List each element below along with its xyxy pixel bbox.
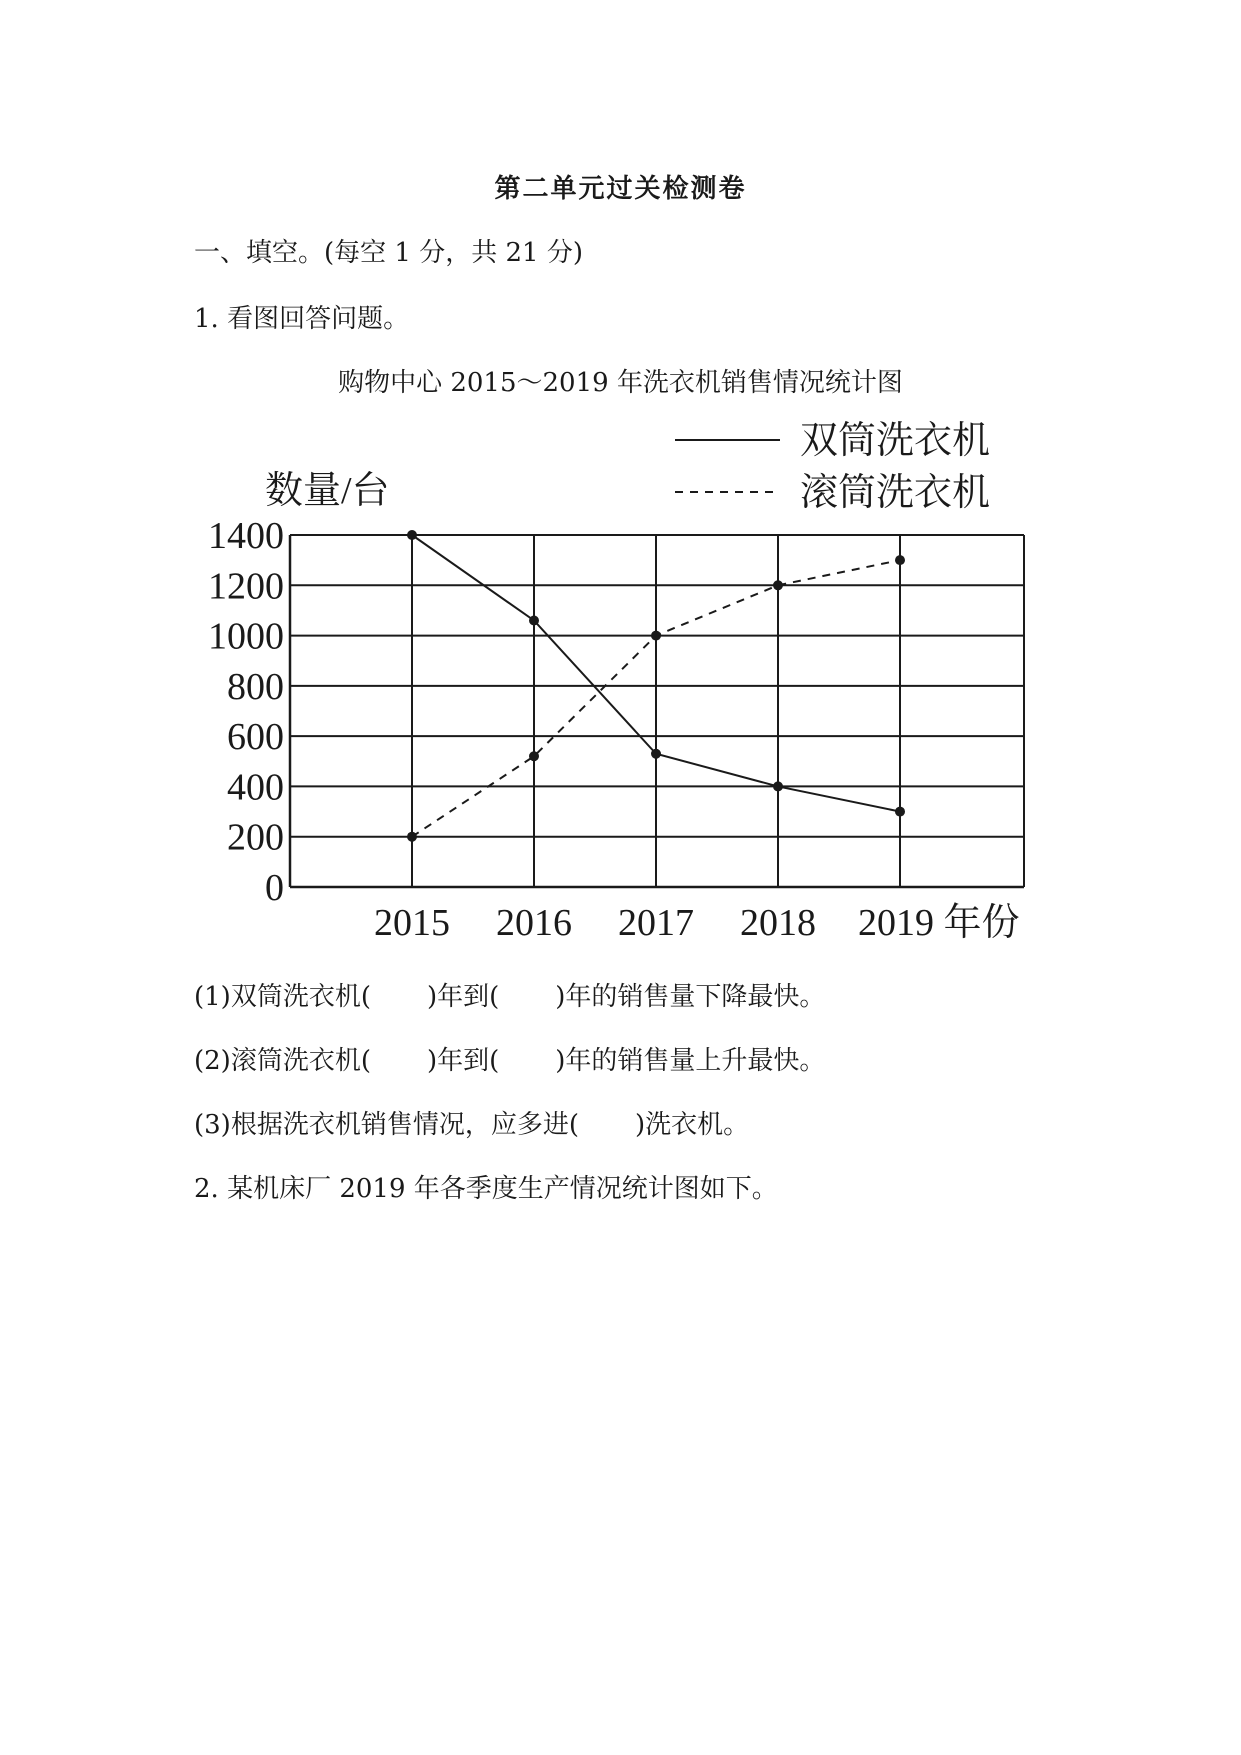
section-heading: 一、填空。(每空 1 分，共 21 分): [194, 238, 583, 268]
question-2: 2. 某机床厂 2019 年各季度生产情况统计图如下。: [194, 1174, 778, 1204]
y-tick-label: 0: [265, 867, 284, 909]
x-tick-label: 2015: [374, 902, 450, 944]
x-tick-label: 2019 年份: [858, 902, 1020, 944]
y-tick-label: 200: [227, 816, 284, 859]
y-axis-label: 数量/台: [265, 470, 390, 512]
data-point-series-0: [529, 615, 539, 625]
y-tick-label: 400: [227, 766, 284, 809]
sub-question-2-part-c: )年的销售量上升最快。: [555, 1046, 826, 1076]
sub-question-3-part-b: )洗衣机。: [634, 1110, 750, 1140]
sub-question-1: [194, 976, 825, 1013]
y-tick-label: 600: [227, 716, 284, 759]
y-tick-label: 1000: [208, 615, 284, 658]
sub-question-2: [194, 1040, 825, 1077]
x-tick-label: 2016: [496, 902, 572, 944]
data-point-series-1: [895, 555, 905, 565]
legend: [675, 420, 990, 514]
y-tick-label: 1200: [208, 565, 284, 608]
sub-question-3-part-a: (3)根据洗衣机销售情况，应多进(: [194, 1110, 579, 1140]
data-point-series-1: [407, 832, 417, 842]
y-tick-label: 1400: [208, 515, 284, 557]
data-point-series-1: [651, 631, 661, 641]
data-point-series-0: [895, 807, 905, 817]
legend-label-twin-tub: 双筒洗衣机: [800, 420, 991, 462]
x-tick-label: 2017: [618, 902, 694, 944]
x-tick-label: 2018: [740, 902, 816, 944]
sub-question-1-part-c: )年的销售量下降最快。: [555, 982, 826, 1012]
y-tick-label: 800: [227, 665, 284, 708]
sub-question-1-part-a: (1)双筒洗衣机(: [194, 982, 371, 1012]
data-point-series-0: [407, 530, 417, 540]
sub-question-2-part-a: (2)滚筒洗衣机(: [194, 1046, 371, 1076]
chart-title: 购物中心 2015～2019 年洗衣机销售情况统计图: [338, 368, 903, 398]
sub-question-1-part-b: )年到(: [426, 982, 500, 1012]
sub-question-2-part-b: )年到(: [426, 1046, 500, 1076]
data-point-series-1: [529, 751, 539, 761]
data-point-series-0: [773, 781, 783, 791]
legend-label-drum: 滚筒洗衣机: [800, 472, 991, 514]
data-point-series-1: [773, 580, 783, 590]
data-point-series-0: [651, 749, 661, 759]
sub-question-3: [194, 1104, 749, 1141]
page-title: 第二单元过关检测卷: [494, 174, 747, 204]
question-1: 1. 看图回答问题。: [194, 304, 410, 334]
line-chart: [180, 420, 1060, 950]
